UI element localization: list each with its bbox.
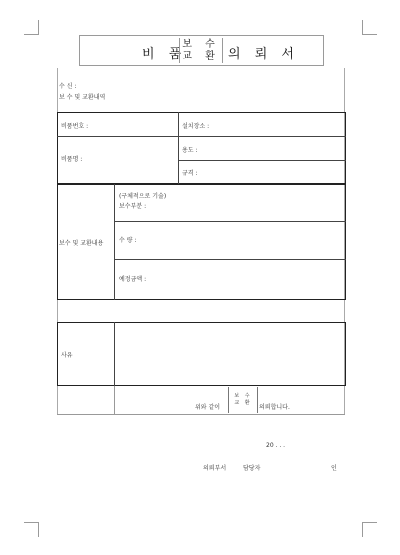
request-stack-top: 보 수 [234,393,252,399]
document-title [79,35,324,66]
location-field[interactable]: 설치장소 : [182,123,210,130]
title-stack [179,38,223,63]
dept-label: 의뢰부서 [203,465,227,472]
repair-section-label: 보수 및 교환내용 [59,240,104,247]
crop-mark-top-left [24,20,39,35]
purpose-field[interactable]: 용도 : [182,147,198,154]
crop-mark-top-right [362,20,377,35]
quantity-field[interactable]: 수 량 : [119,237,137,244]
request-prefix: 위와 같이 [195,404,221,411]
spec-field[interactable]: 규격 : [182,170,198,177]
repair-row-divider-2 [114,259,346,260]
request-suffix: 의뢰합니다. [259,404,290,411]
person-label: 담당자 [243,465,261,472]
repair-note: (구체적으로 기술) [119,193,167,200]
date-field[interactable]: 20 . . . [266,442,286,449]
title-suffix: 의 뢰 서 [228,47,299,62]
purpose-spec-divider [178,160,346,161]
crop-mark-bottom-left [24,522,39,537]
request-stack-bottom: 교 환 [234,400,252,406]
seal-label: 인 [331,465,337,472]
item-number-field[interactable]: 비품번호 : [61,123,89,130]
subject-label: 보 수 및 교환내역 [59,94,106,101]
crop-mark-bottom-right [362,522,377,537]
item-col-divider [178,112,179,184]
request-stack [228,387,258,413]
request-row-divider [114,386,115,414]
item-name-field[interactable]: 비품명 : [61,156,83,163]
request-row-bottom [57,414,345,415]
repair-col-divider [114,184,115,300]
title-prefix: 비 품 [142,47,187,62]
reason-input[interactable] [115,323,344,384]
estimated-amount-field[interactable]: 예정금액 : [119,276,147,283]
reason-label: 사유 [61,352,73,359]
repair-row-divider-1 [114,221,346,222]
recipient-label: 수 신 : [59,83,77,90]
title-stack-top: 보 수 [182,38,220,50]
title-stack-bottom: 교 환 [182,50,220,62]
item-row-divider [57,136,346,137]
repair-part-field[interactable]: 보수부분 : [119,203,147,210]
